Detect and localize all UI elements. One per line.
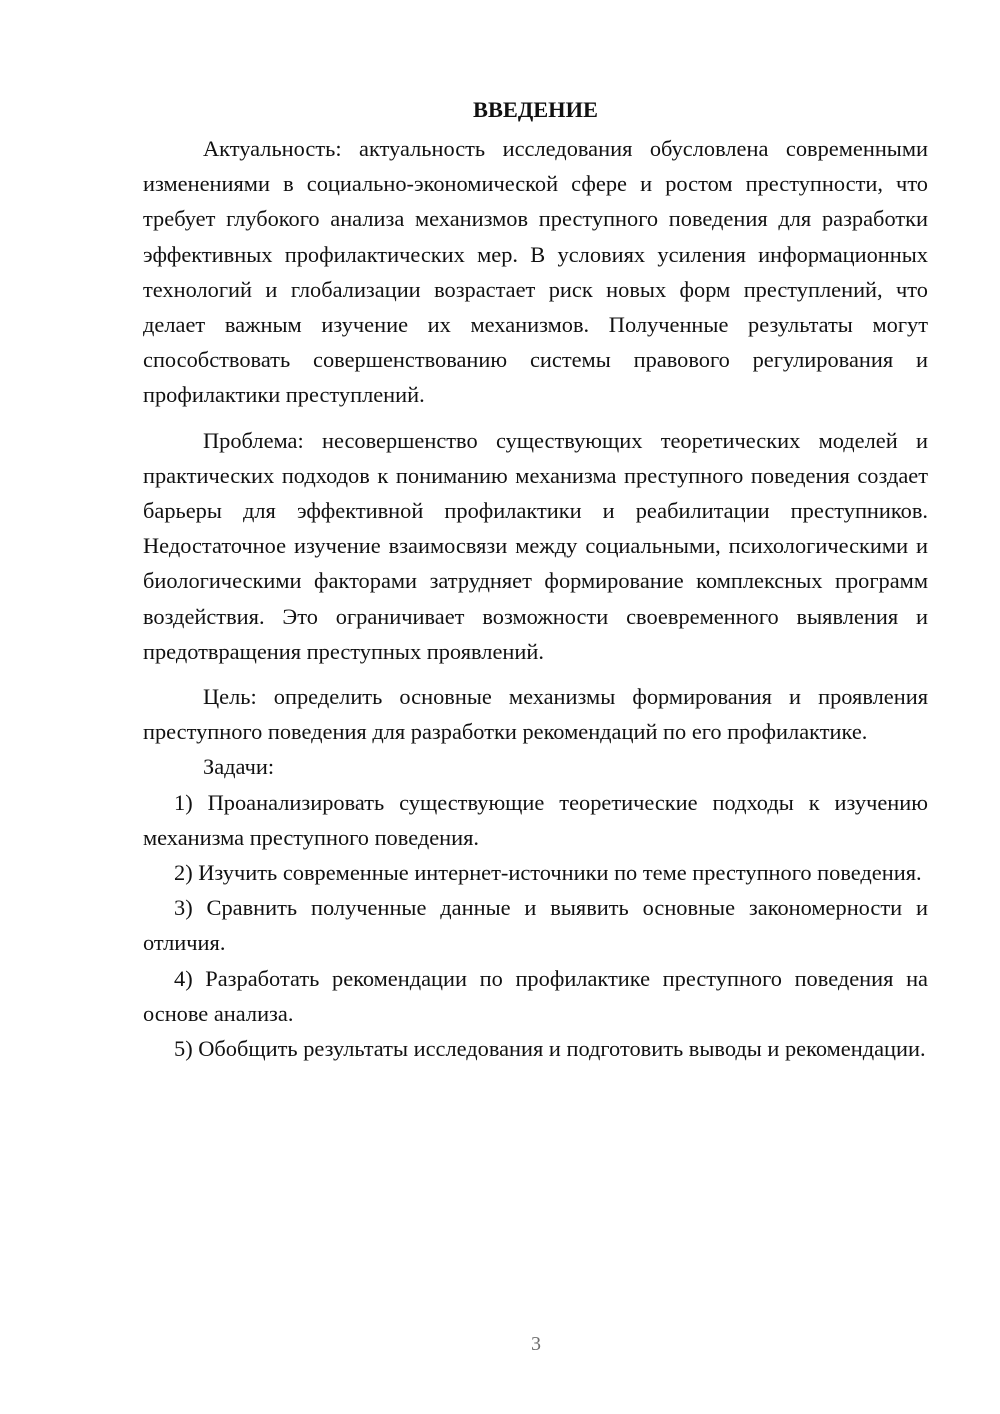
task-item-1: 1) Проанализировать существующие теоретические подходы к изучению механизма преступного поведения. bbox=[143, 789, 928, 850]
page-content bbox=[143, 92, 928, 1066]
paragraph-goal: Цель: определить основные механизмы формирования и проявления преступного поведения для разработки рекомендаций по его профилактике. bbox=[143, 684, 928, 745]
task-item-5: 5) Обобщить результаты исследования и подготовить выводы и рекомендации. bbox=[174, 1036, 926, 1062]
task-item-3: 3) Сравнить полученные данные и выявить основные закономерности и отличия. bbox=[143, 895, 928, 956]
task-item-2: 2) Изучить современные интернет-источники по теме преступного поведения. bbox=[174, 860, 922, 886]
paragraph-problem: Проблема: несовершенство существующих теоретических моделей и практических подходов к пониманию механизма преступного поведения создает барьеры для эффективной профилактики и реабилитации преступников. Недостаточное изучение взаимосвязи между социальными, психологическими и биологическими факторами затрудняет формирование комплексных программ воздействия. Это ограничивает возможности своевременного выявления и предотвращения преступных проявлений. bbox=[143, 427, 928, 664]
paragraph-relevance: Актуальность: актуальность исследования обусловлена современными изменениями в социально-экономической сфере и ростом преступности, что требует глубокого анализа механизмов преступного поведения для разработки эффективных профилактических мер. В условиях усиления информационных технологий и глобализации возрастает риск новых форм преступлений, что делает важным изучение их механизмов. Полученные результаты могут способствовать совершенствованию системы правового регулирования и профилактики преступлений. bbox=[143, 136, 928, 408]
tasks-label: Задачи: bbox=[203, 754, 275, 780]
task-item-4: 4) Разработать рекомендации по профилактике преступного поведения на основе анализа. bbox=[143, 965, 928, 1026]
page-number: 3 bbox=[531, 1333, 541, 1355]
section-title: ВВЕДЕНИЕ bbox=[473, 97, 598, 122]
